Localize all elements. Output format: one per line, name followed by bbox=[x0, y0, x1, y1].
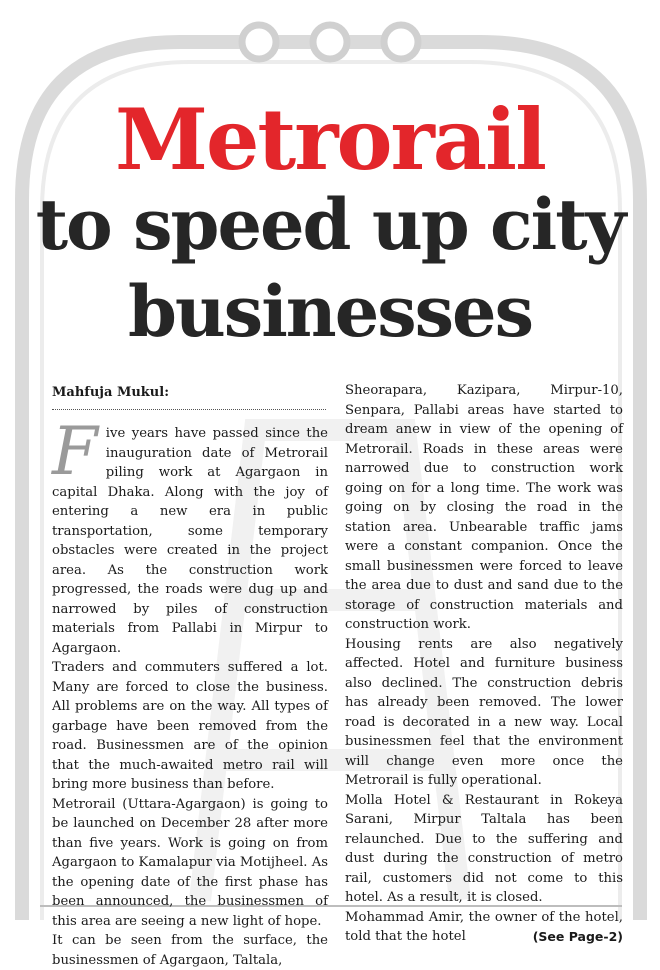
continued-link[interactable]: (See Page-2) bbox=[532, 929, 623, 944]
article-paragraph: Housing rents are also negatively affected. Hotel and furniture business also declined. The construction debris has already been removed. The lower road is decorated in a new way. Local businessmen feel that the environment will change even more once the Metrorail is fully operational. bbox=[345, 636, 623, 788]
headlight-icons bbox=[242, 25, 418, 59]
headline-line-3: businesses bbox=[127, 270, 533, 353]
byline-divider bbox=[52, 409, 326, 410]
paragraph-text: Mohammad Amir, the owner of the hotel, told that the hotel bbox=[345, 909, 623, 944]
article-paragraph bbox=[52, 413, 328, 658]
article-paragraph bbox=[345, 908, 623, 947]
article-paragraph: Sheorapara, Kazipara, Mirpur-10, Senpara, Pallabi areas have started to dream anew in view of the opening of Metrorail. Roads in these areas were narrowed due to construction work going on for a long time. The work was going on by closing the road in the station area. Unbearable traffic jams were a constant companion. Once the small businessmen were forced to leave the area due to dust and sand due to the storage of construction materials and construction work. bbox=[345, 383, 623, 632]
headline-line-2: to speed up city bbox=[35, 183, 625, 266]
byline: Mahfuja Mukul: bbox=[52, 385, 169, 400]
article-column-2 bbox=[345, 381, 623, 947]
headline-line-1: Metrorail bbox=[114, 90, 545, 189]
article-paragraph: Metrorail (Uttara-Agargaon) is going to be launched on December 28 after more than five years. Work is going on from Agargaon to Kamalapur via Motijheel. As the opening date of the first phase has been announced, the businessmen of this area are seeing a new light of hope. bbox=[52, 796, 328, 929]
drop-cap: F bbox=[52, 413, 98, 490]
article-paragraph: It can be seen from the surface, the businessmen of Agargaon, Taltala, bbox=[52, 933, 328, 968]
article-column-1 bbox=[52, 413, 328, 970]
article-paragraph: Molla Hotel & Restaurant in Rokeya Sarani, Mirpur Taltala has been relaunched. Due to the suffering and dust during the construction of metro rail, customers did not come to this hotel. As a result, it is closed. bbox=[345, 792, 623, 905]
paragraph-text: ive years have passed since the inauguration date of Metrorail piling work at Agargaon in capital Dhaka. Along with the joy of entering a new era in public transportation, some temporary obstacles were created in the project area. As the construction work progressed, the roads were dug up and narrowed by piles of construction materials from Pallabi in Mirpur to Agargaon. bbox=[52, 426, 328, 656]
article-paragraph: Traders and commuters suffered a lot. Many are forced to close the business. All problems are on the way. All types of garbage have been removed from the road. Businessmen are of the opinion that the much-awaited metro rail will bring more business than before. bbox=[52, 660, 328, 792]
